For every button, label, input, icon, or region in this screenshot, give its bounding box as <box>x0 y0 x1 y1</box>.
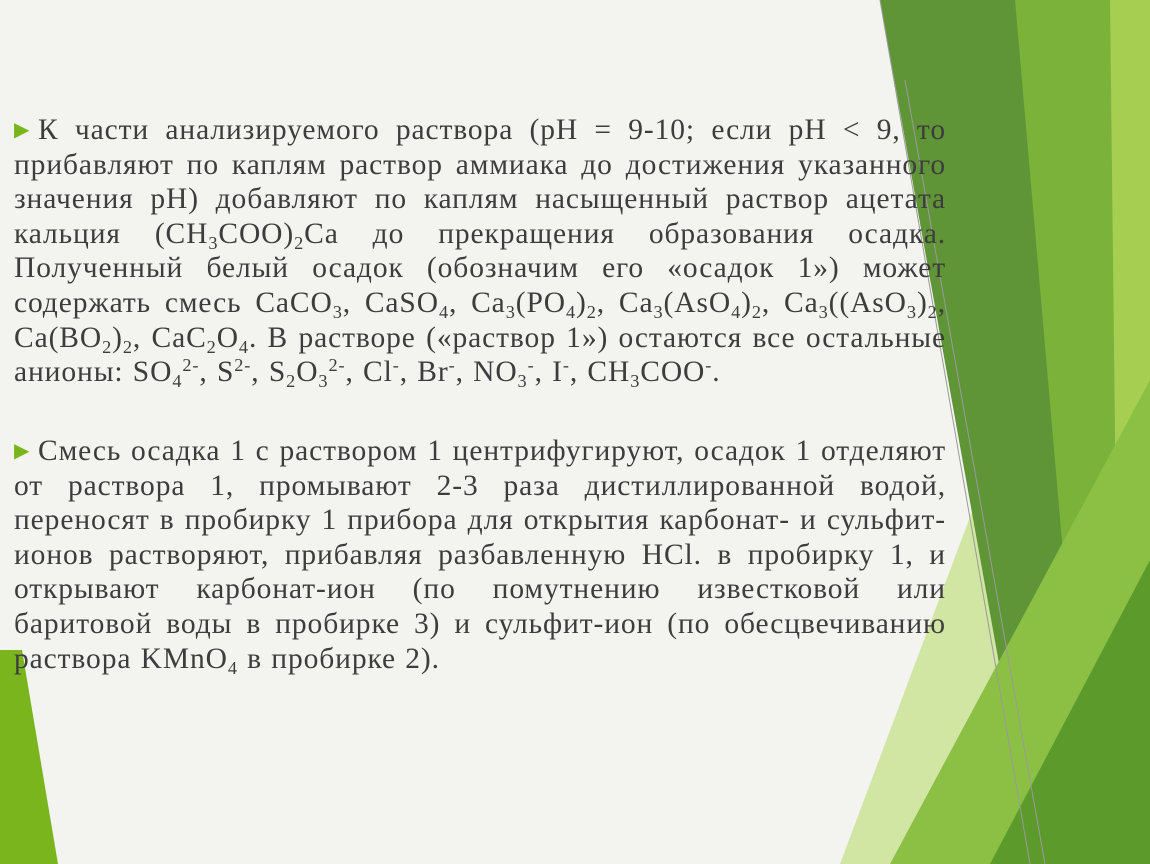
green-left-stripe <box>0 650 58 864</box>
paragraph-1: ▶ К части анализируемого раствора (рН = 9-10; если рН < 9, то прибавляют по каплям раствор аммиака до достижения указанного значения рН) добавляют по каплям насыщенный раствор ацетата кальция $(CH_3COO)_2Ca$ до прекращения образования осадка. Полученный белый осадок (обозначим его «осадок 1») может содержать смесь CaCO$_3$, CaSO$_4$, $Ca_3(PO_4)_2$, $Ca_3(AsO_4)_2$, $Ca_3((AsO_3)_2$, $Ca(BO_2)_2$, $CaC_2O_4$. В растворе («раствор 1») остаются все остальные анионы: $SO_4^{2-}$, $S^{2-}$, $S_2O_3^{2-}$, Cl-, Br-, $NO_3^-$, I-, $CH_3COO^-$. <box>14 114 946 391</box>
paragraph-2: ▶ Смесь осадка 1 с раствором 1 центрифугируют, осадок 1 отделяют от раствора 1, промывают 2-3 раза дистиллированной водой, переносят в пробирку 1 прибора для открытия карбонат- и сульфит-ионов растворяют, прибавляя разбавленную HCl. в пробирку 1, и открывают карбонат-ион (по помутнению известковой или баритовой воды в пробирке 3) и сульфит-ион (по обесцвечиванию раствора KMnO$_4$ в пробирке 2). <box>14 435 946 678</box>
triangle-bullet-icon: ▶ <box>14 440 31 462</box>
triangle-bullet-icon: ▶ <box>14 119 31 141</box>
